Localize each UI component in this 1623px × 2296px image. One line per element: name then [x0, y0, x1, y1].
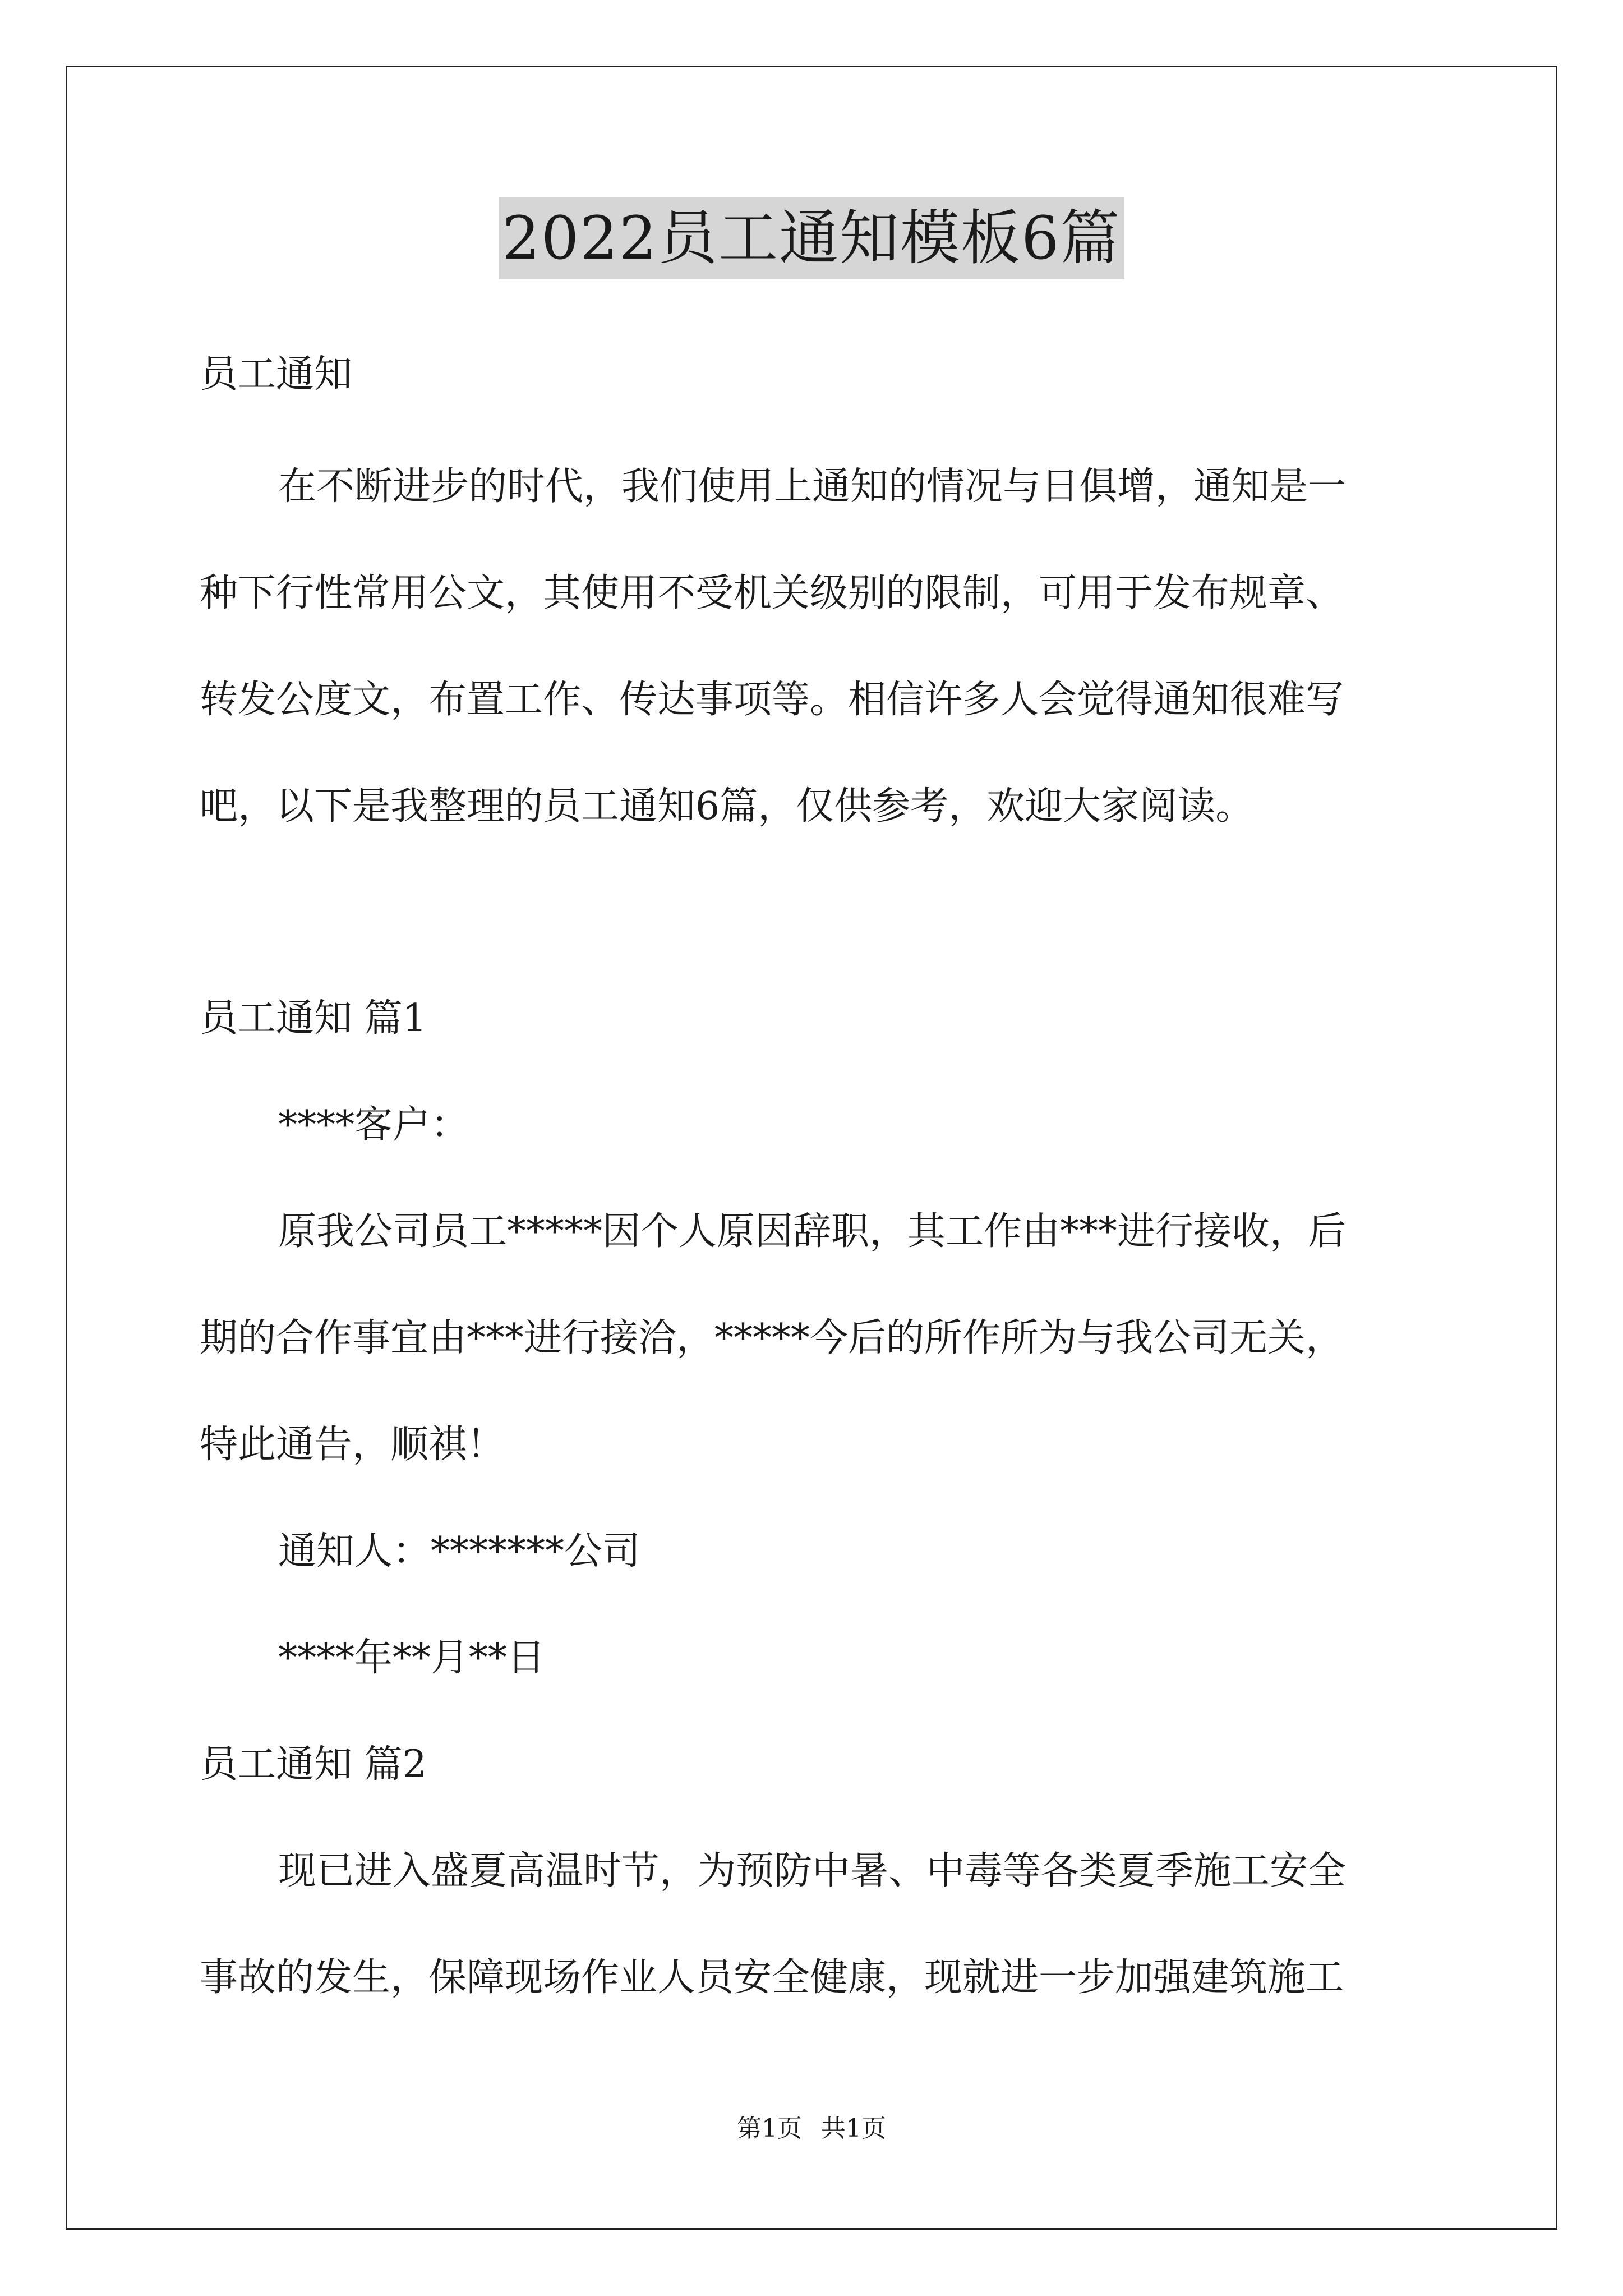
section-1-heading: 员工通知 篇1 [200, 996, 427, 1041]
section-1-signer: 通知人：*******公司 [278, 1529, 641, 1573]
intro-paragraph-line-2: 种下行性常用公文，其使用不受机关级别的限制，可用于发布规章、 [200, 571, 1344, 615]
section-1-salutation: ****客户： [278, 1103, 469, 1147]
section-2-body-line-1: 现已进入盛夏高温时节，为预防中暑、中毒等各类夏季施工安全 [278, 1849, 1347, 1893]
section-1-body-line-3: 特此通告，顺祺！ [200, 1423, 505, 1467]
document-title: 2022员工通知模板6篇 [499, 197, 1124, 279]
intro-paragraph-line-1: 在不断进步的时代，我们使用上通知的情况与日俱增，通知是一 [278, 464, 1347, 509]
section-1-date: ****年**月**日 [278, 1636, 546, 1680]
title-container [0, 197, 1623, 279]
section-2-body-line-2: 事故的发生，保障现场作业人员安全健康，现就进一步加强建筑施工 [200, 1955, 1344, 2000]
intro-paragraph-line-4: 吧，以下是我整理的员工通知6篇，仅供参考，欢迎大家阅读。 [200, 784, 1254, 829]
page-number-footer: 第1页 共1页 [737, 2114, 886, 2143]
section-1-body-line-1: 原我公司员工*****因个人原因辞职，其工作由***进行接收，后 [278, 1209, 1347, 1254]
intro-paragraph-line-3: 转发公度文，布置工作、传达事项等。相信许多人会觉得通知很难写 [200, 678, 1344, 722]
section-1-body-line-2: 期的合作事宜由***进行接洽，*****今后的所作所为与我公司无关， [200, 1316, 1344, 1360]
intro-heading: 员工通知 [200, 352, 353, 397]
section-2-heading: 员工通知 篇2 [200, 1742, 427, 1787]
